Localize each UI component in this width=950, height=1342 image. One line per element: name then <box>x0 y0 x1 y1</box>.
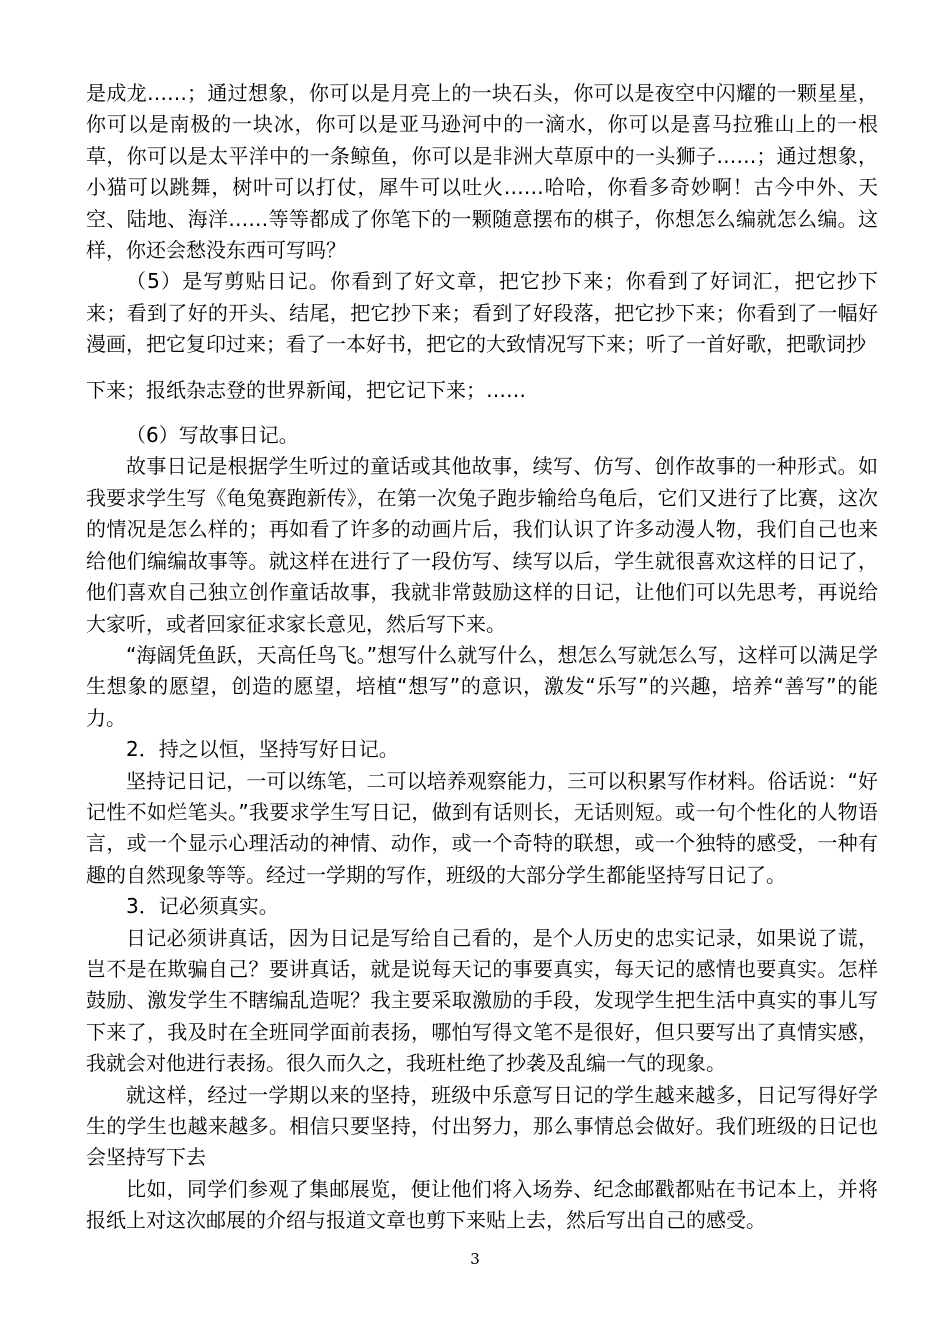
paragraph-quote-freedom: “海阔凭鱼跃，天高任鸟飞。”想写什么就写什么，想怎么写就怎么写，这样可以满足学生想象的愿望，创造的愿望，培植“想写”的意识，激发“乐写”的兴趣，培养“善写”的能力。 <box>86 642 878 730</box>
heading-story-diary: （6）写故事日记。 <box>126 423 299 448</box>
paragraph-conclusion: 就这样，经过一学期以来的坚持，班级中乐意写日记的学生越来越多，日记写得好学生的学生也越来越多。相信只要坚持，付出努力，那么事情总会做好。我们班级的日记也会坚持写下去 <box>86 1082 878 1170</box>
document-body <box>86 78 878 1237</box>
page-number: 3 <box>470 1250 480 1268</box>
paragraph-story-diary: 故事日记是根据学生听过的童话或其他故事，续写、仿写、创作故事的一种形式。如我要求学生写《龟兔赛跑新传》，在第一次兔子跑步输给乌龟后，它们又进行了比赛，这次的情况是怎么样的；再如看了许多的动画片后，我们认识了许多动漫人物，我们自己也来给他们编编故事等。就这样在进行了一段仿写、续写以后，学生就很喜欢这样的日记了，他们喜欢自己独立创作童话故事，我就非常鼓励这样的日记，让他们可以先思考，再说给大家听，或者回家征求家长意见，然后写下来。 <box>86 454 878 636</box>
paragraph-scrapbook-diary-end: 下来；报纸杂志登的世界新闻，把它记下来；…… <box>86 377 526 402</box>
paragraph-stamp-example: 比如，同学们参观了集邮展览，便让他们将入场券、纪念邮戳都贴在书记本上，并将报纸上对这次邮展的介绍与报道文章也剪下来贴上去，然后写出自己的感受。 <box>86 1176 878 1233</box>
heading-persistence: 2．持之以恒，坚持写好日记。 <box>126 737 399 762</box>
paragraph-imagination-continued: 是成龙……；通过想象，你可以是月亮上的一块石头，你可以是夜空中闪耀的一颗星星，你可以是南极的一块冰，你可以是亚马逊河中的一滴水，你可以是喜马拉雅山上的一根草，你可以是太平洋中的一条鲸鱼，你可以是非洲大草原中的一头狮子……；通过想象，小猫可以跳舞，树叶可以打仗，犀牛可以吐火……哈哈，你看多奇妙啊！古今中外、天空、陆地、海洋……等等都成了你笔下的一颗随意摆布的棋子，你想怎么编就怎么编。这样，你还会愁没东西可写吗？ <box>86 81 878 263</box>
paragraph-persistence: 坚持记日记，一可以练笔，二可以培养观察能力，三可以积累写作材料。俗话说：“好记性不如烂笔头。”我要求学生写日记，做到有话则长，无话则短。或一句个性化的人物语言，或一个显示心理活动的神情、动作，或一个奇特的联想，或一个独特的感受，一种有趣的自然现象等等。经过一学期的写作，班级的大部分学生都能坚持写日记了。 <box>86 768 878 887</box>
paragraph-scrapbook-diary: （5）是写剪贴日记。你看到了好文章，把它抄下来；你看到了好词汇，把它抄下来；看到了好的开头、结尾，把它抄下来；看到了好段落，把它抄下来；你看到了一幅好漫画，把它复印过来；看了一本好书，把它的大致情况写下来；听了一首好歌，把歌词抄 <box>86 269 878 357</box>
paragraph-truthfulness: 日记必须讲真话，因为日记是写给自己看的，是个人历史的忠实记录，如果说了谎，岂不是在欺骗自己？要讲真话，就是说每天记的事要真实，每天记的感情也要真实。怎样鼓励、激发学生不瞎编乱造呢？我主要采取激励的手段，发现学生把生活中真实的事儿写下来了，我及时在全班同学面前表扬，哪怕写得文笔不是很好，但只要写出了真情实感，我就会对他进行表扬。很久而久之，我班杜绝了抄袭及乱编一气的现象。 <box>86 925 878 1076</box>
heading-truthfulness: 3．记必须真实。 <box>126 894 279 919</box>
